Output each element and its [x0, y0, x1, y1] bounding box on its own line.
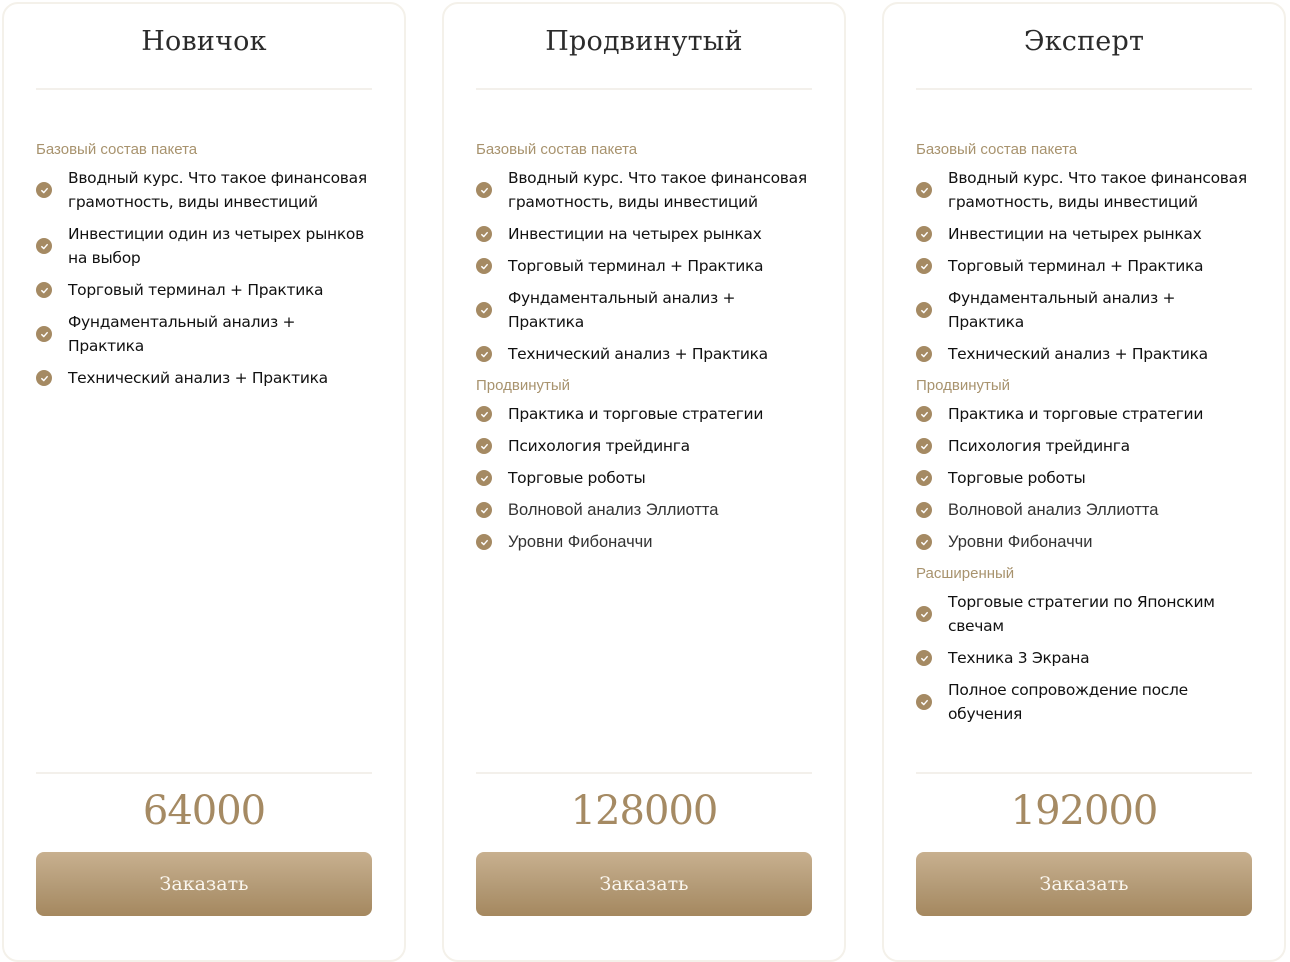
feature-text: Полное сопровождение после обучения: [948, 681, 1188, 723]
feature-item: [476, 166, 812, 214]
feature-text: Техника 3 Экрана: [948, 649, 1090, 667]
check-circle-icon: [916, 182, 932, 198]
check-circle-icon: [476, 258, 492, 274]
check-circle-icon: [916, 346, 932, 362]
feature-item: [916, 166, 1252, 214]
check-circle-icon: [476, 438, 492, 454]
feature-item: [476, 402, 812, 426]
feature-text: Вводный курс. Что такое финансовая грамотность, виды инвестиций: [948, 169, 1247, 211]
check-circle-icon: [916, 694, 932, 710]
plan-price: 128000: [570, 788, 718, 834]
order-button-label: Заказать: [1039, 873, 1129, 895]
plan-title: Эксперт: [1023, 26, 1145, 57]
feature-item: [36, 310, 372, 358]
feature-text: Торговый терминал + Практика: [68, 281, 324, 299]
feature-item: [36, 278, 372, 302]
plan-card-expert: [882, 2, 1286, 962]
plan-title: Новичок: [141, 26, 267, 57]
plan-card-content: [476, 4, 812, 960]
check-circle-icon: [916, 302, 932, 318]
check-circle-icon: [476, 226, 492, 242]
check-circle-icon: [36, 370, 52, 386]
feature-text: Волновой анализ Эллиотта: [948, 501, 1159, 519]
order-button[interactable]: [36, 852, 372, 916]
feature-item: [476, 434, 812, 458]
feature-text: Инвестиции на четырех рынках: [948, 225, 1202, 243]
feature-text: Инвестиции на четырех рынках: [508, 225, 762, 243]
order-button[interactable]: [476, 852, 812, 916]
check-circle-icon: [916, 470, 932, 486]
plan-card-content: [36, 4, 372, 960]
feature-text: Уровни Фибоначчи: [948, 533, 1093, 551]
feature-text: Технический анализ + Практика: [508, 345, 768, 363]
feature-item: [916, 222, 1252, 246]
divider: [36, 88, 372, 90]
feature-item: [476, 254, 812, 278]
feature-text: Инвестиции один из четырех рынков на выбор: [68, 225, 364, 267]
feature-text: Вводный курс. Что такое финансовая грамотность, виды инвестиций: [508, 169, 807, 211]
feature-item: [916, 466, 1252, 490]
feature-item: [36, 166, 372, 214]
feature-item: [476, 466, 812, 490]
feature-text: Торговые стратегии по Японским свечам: [948, 593, 1215, 635]
feature-text: Волновой анализ Эллиотта: [508, 501, 719, 519]
check-circle-icon: [916, 606, 932, 622]
divider: [476, 772, 812, 774]
check-circle-icon: [916, 502, 932, 518]
feature-text: Практика и торговые стратегии: [948, 405, 1204, 423]
check-circle-icon: [36, 238, 52, 254]
feature-list: [36, 140, 372, 398]
plan-price: 64000: [142, 788, 266, 834]
feature-item: [916, 590, 1252, 638]
feature-item: [916, 402, 1252, 426]
feature-item: [476, 498, 812, 522]
section-label: Продвинутый: [476, 377, 571, 394]
section-label: Расширенный: [916, 565, 1015, 582]
section-label: Продвинутый: [916, 377, 1011, 394]
feature-item: [916, 530, 1252, 554]
feature-text: Технический анализ + Практика: [68, 369, 328, 387]
feature-text: Торговый терминал + Практика: [508, 257, 764, 275]
feature-item: [916, 434, 1252, 458]
feature-text: Фундаментальный анализ + Практика: [508, 289, 736, 331]
feature-item: [476, 222, 812, 246]
feature-list: [916, 140, 1252, 734]
feature-item: [916, 678, 1252, 726]
plan-title: Продвинутый: [545, 26, 743, 57]
section-label: Базовый состав пакета: [916, 141, 1078, 158]
feature-item: [916, 254, 1252, 278]
section-label: Базовый состав пакета: [36, 141, 198, 158]
feature-text: Торговые роботы: [508, 469, 646, 487]
feature-text: Фундаментальный анализ + Практика: [948, 289, 1176, 331]
check-circle-icon: [476, 534, 492, 550]
feature-item: [916, 646, 1252, 670]
feature-text: Технический анализ + Практика: [948, 345, 1208, 363]
plan-card-beginner: [2, 2, 406, 962]
feature-item: [36, 366, 372, 390]
section-label: Базовый состав пакета: [476, 141, 638, 158]
feature-text: Практика и торговые стратегии: [508, 405, 764, 423]
divider: [36, 772, 372, 774]
check-circle-icon: [476, 502, 492, 518]
check-circle-icon: [476, 302, 492, 318]
check-circle-icon: [476, 470, 492, 486]
plan-card-content: [916, 4, 1252, 960]
feature-text: Психология трейдинга: [948, 437, 1130, 455]
feature-item: [916, 342, 1252, 366]
check-circle-icon: [476, 346, 492, 362]
check-circle-icon: [916, 438, 932, 454]
check-circle-icon: [36, 326, 52, 342]
check-circle-icon: [36, 282, 52, 298]
feature-text: Торговый терминал + Практика: [948, 257, 1204, 275]
feature-item: [476, 342, 812, 366]
order-button-label: Заказать: [159, 873, 249, 895]
feature-list: [476, 140, 812, 562]
plan-price: 192000: [1010, 788, 1158, 834]
feature-text: Торговые роботы: [948, 469, 1086, 487]
feature-text: Уровни Фибоначчи: [508, 533, 653, 551]
divider: [476, 88, 812, 90]
check-circle-icon: [36, 182, 52, 198]
feature-item: [916, 498, 1252, 522]
check-circle-icon: [476, 406, 492, 422]
feature-item: [916, 286, 1252, 334]
divider: [916, 772, 1252, 774]
plan-card-advanced: [442, 2, 846, 962]
check-circle-icon: [916, 406, 932, 422]
check-circle-icon: [916, 650, 932, 666]
order-button[interactable]: [916, 852, 1252, 916]
check-circle-icon: [916, 534, 932, 550]
feature-text: Вводный курс. Что такое финансовая грамотность, виды инвестиций: [68, 169, 367, 211]
order-button-label: Заказать: [599, 873, 689, 895]
feature-item: [36, 222, 372, 270]
check-circle-icon: [916, 258, 932, 274]
divider: [916, 88, 1252, 90]
check-circle-icon: [476, 182, 492, 198]
feature-item: [476, 530, 812, 554]
feature-text: Психология трейдинга: [508, 437, 690, 455]
check-circle-icon: [916, 226, 932, 242]
feature-text: Фундаментальный анализ + Практика: [68, 313, 296, 355]
feature-item: [476, 286, 812, 334]
